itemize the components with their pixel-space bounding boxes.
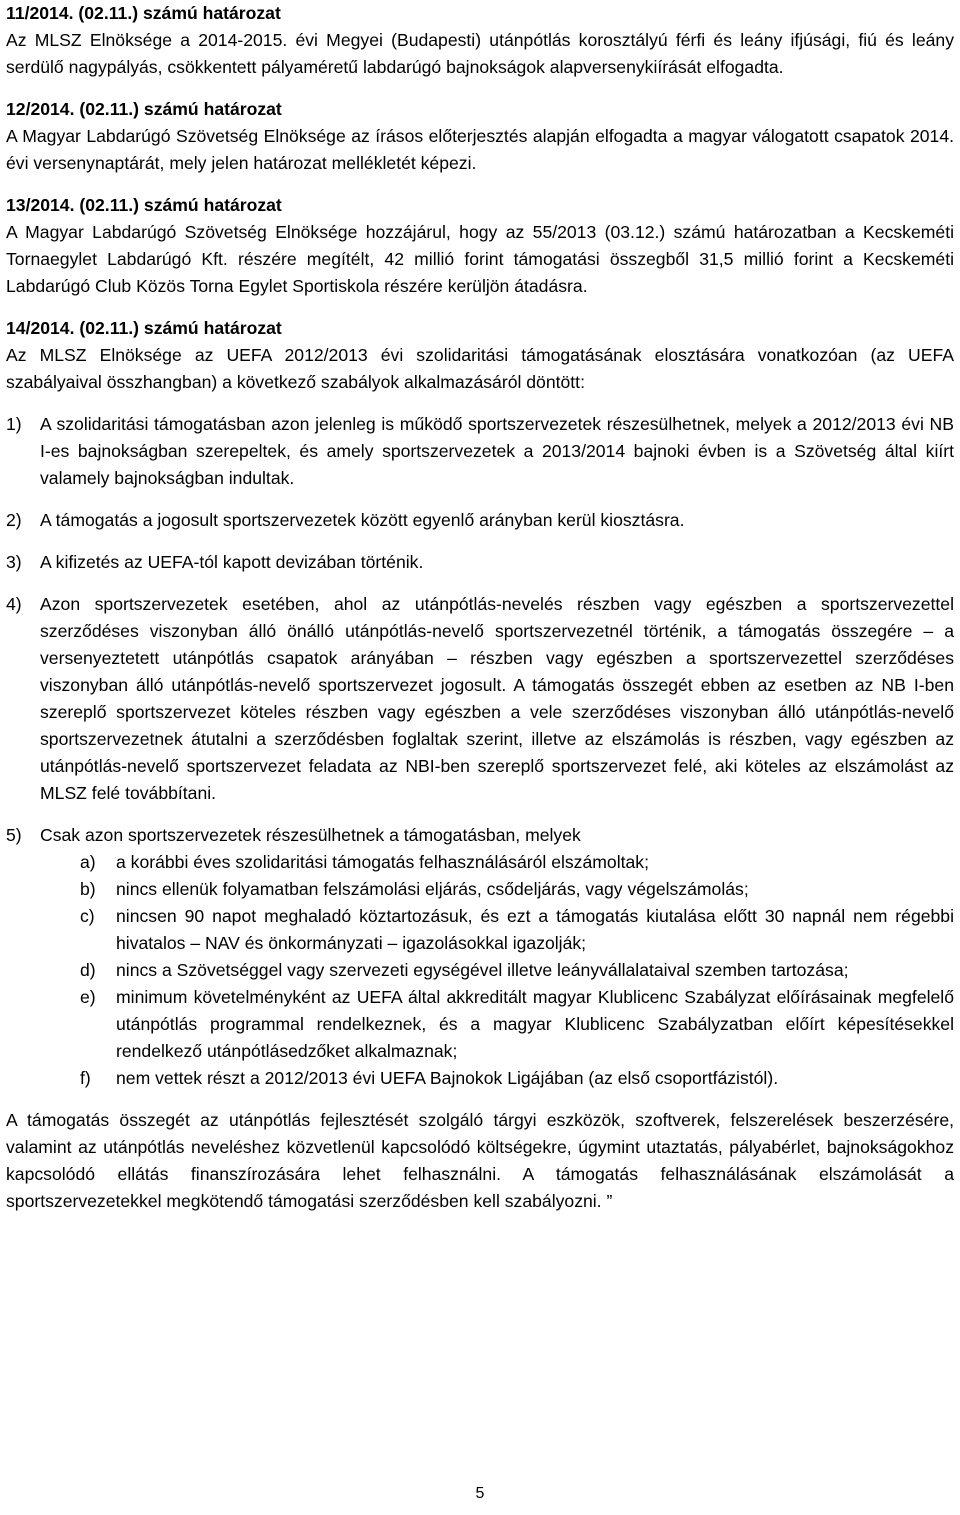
resolution-text: A Magyar Labdarúgó Szövetség Elnöksége hozzájárul, hogy az 55/2013 (03.12.) számú határozatban a Kecskeméti Tornaegylet Labdarúgó Kft. részére megítélt, 42 millió forint támogatási összegből 31,5 millió forint a Kecskeméti Labdarúgó Club Közös Torna Egylet Sportiskola részére kerüljön átadásra. <box>6 222 954 296</box>
point-number: 1) <box>6 414 22 434</box>
closing-paragraph: A támogatás összegét az utánpótlás fejlesztését szolgáló tárgyi eszközök, szoftverek, felszerelések beszerzésére, valamint az utánpótlás neveléshez közvetlenül kapcsolódó költségekre, úgymint utaztatás, pályabérlet, bajnokságokhoz kapcsolódó ellátás finanszírozására lehet felhasználni. A támogatás felhasználásának elszámolását a sportszervezetekkel megkötendő támogatási szerződésben kell szabályozni. ” <box>6 1110 954 1211</box>
subpoint-b <box>80 876 954 903</box>
subpoint-label: c) <box>80 906 95 926</box>
point-1 <box>6 411 954 492</box>
subpoint-a <box>80 849 954 876</box>
point-2 <box>6 507 954 534</box>
resolution-text: A Magyar Labdarúgó Szövetség Elnöksége az írásos előterjesztés alapján elfogadta a magyar válogatott csapatok 2014. évi versenynaptárát, mely jelen határozat mellékletét képezi. <box>6 126 954 173</box>
point-3 <box>6 549 954 576</box>
point-number: 5) <box>6 825 22 845</box>
point-text: Azon sportszervezetek esetében, ahol az utánpótlás-nevelés részben vagy egészben a sportszervezettel szerződéses viszonyban álló önálló utánpótlás-nevelő sportszervezetnél történik, a támogatás összegére – a versenyeztetett utánpótlás csapatok arányában – részben vagy egészben a sportszervezettel szerződéses viszonyban álló utánpótlás-nevelő sportszervezet jogosult. A támogatás összegét ebben az esetben az NB I-ben szereplő sportszervezet köteles részben vagy egészben a vele szerződéses viszonyban álló utánpótlás-nevelő sportszervezetnek átutalni a szerződésben foglaltak szerint, illetve az elszámolás is részben, vagy egészben az utánpótlás-nevelő sportszervezet feladata az NBI-ben szereplő sportszervezet felé, aki köteles az elszámolást az MLSZ felé továbbítani. <box>40 594 954 803</box>
resolution-title: 11/2014. (02.11.) számú határozat <box>6 3 281 23</box>
subpoint-text: nem vettek részt a 2012/2013 évi UEFA Bajnokok Ligájában (az első csoportfázistól). <box>116 1068 779 1088</box>
point-text: A kifizetés az UEFA-tól kapott devizában történik. <box>40 552 424 572</box>
subpoint-text: minimum követelményként az UEFA által akkreditált magyar Klublicenc Szabályzat előírásainak megfelelő utánpótlás programmal rendelkeznek, és a magyar Klublicenc Szabályzatban előírt képesítésekkel rendelkező utánpótlásedzőket alkalmaznak; <box>116 987 954 1061</box>
resolution-title: 12/2014. (02.11.) számú határozat <box>6 99 282 119</box>
subpoint-e <box>80 984 954 1065</box>
point-text: A támogatás a jogosult sportszervezetek között egyenlő arányban kerül kiosztásra. <box>40 510 685 530</box>
subpoint-label: e) <box>80 987 96 1007</box>
page-number: 5 <box>475 1485 485 1502</box>
subpoint-label: f) <box>80 1068 91 1088</box>
point-number: 3) <box>6 552 22 572</box>
point-number: 4) <box>6 594 22 614</box>
resolution-text: Az MLSZ Elnöksége a 2014-2015. évi Megyei (Budapesti) utánpótlás korosztályú férfi és leány ifjúsági, fiú és leány serdülő nagypályás, csökkentett pályaméretű labdarúgó bajnokságok alapversenykiírását elfogadta. <box>6 30 954 77</box>
subpoint-text: nincs a Szövetséggel vagy szervezeti egységével illetve leányvállalataival szemben tartozása; <box>116 960 849 980</box>
point-5 <box>6 822 954 849</box>
resolution-13 <box>6 192 954 300</box>
subpoint-d <box>80 957 954 984</box>
subpoint-c <box>80 903 954 957</box>
resolution-text: Az MLSZ Elnöksége az UEFA 2012/2013 évi szolidaritási támogatásának elosztására vonatkozóan (az UEFA szabályaival összhangban) a következő szabályok alkalmazásáról döntött: <box>6 345 954 392</box>
subpoint-text: nincs ellenük folyamatban felszámolási eljárás, csődeljárás, vagy végelszámolás; <box>116 879 749 899</box>
point-text: Csak azon sportszervezetek részesülhetnek a támogatásban, melyek <box>40 825 581 845</box>
document-page <box>6 0 954 1215</box>
subpoint-label: b) <box>80 879 96 899</box>
subpoint-list <box>6 849 954 1092</box>
resolution-title: 13/2014. (02.11.) számú határozat <box>6 195 282 215</box>
subpoint-text: nincsen 90 napot meghaladó köztartozásuk, és ezt a támogatás kiutalása előtt 30 napnál nem régebbi hivatalos – NAV és önkormányzati – igazolásokkal igazolják; <box>116 906 954 953</box>
subpoint-f <box>80 1065 954 1092</box>
resolution-title: 14/2014. (02.11.) számú határozat <box>6 318 282 338</box>
subpoint-label: a) <box>80 852 96 872</box>
point-4 <box>6 591 954 807</box>
subpoint-text: a korábbi éves szolidaritási támogatás felhasználásáról elszámoltak; <box>116 852 649 872</box>
resolution-14 <box>6 315 954 396</box>
point-text: A szolidaritási támogatásban azon jelenleg is működő sportszervezetek részesülhetnek, melyek a 2012/2013 évi NB I-es bajnokságban szerepeltek, és amely sportszervezetek a 2013/2014 bajnoki évben is a Szövetség által kiírt valamely bajnokságban indultak. <box>40 414 954 488</box>
point-number: 2) <box>6 510 22 530</box>
subpoint-label: d) <box>80 960 96 980</box>
resolution-11 <box>6 0 954 81</box>
resolution-12 <box>6 96 954 177</box>
